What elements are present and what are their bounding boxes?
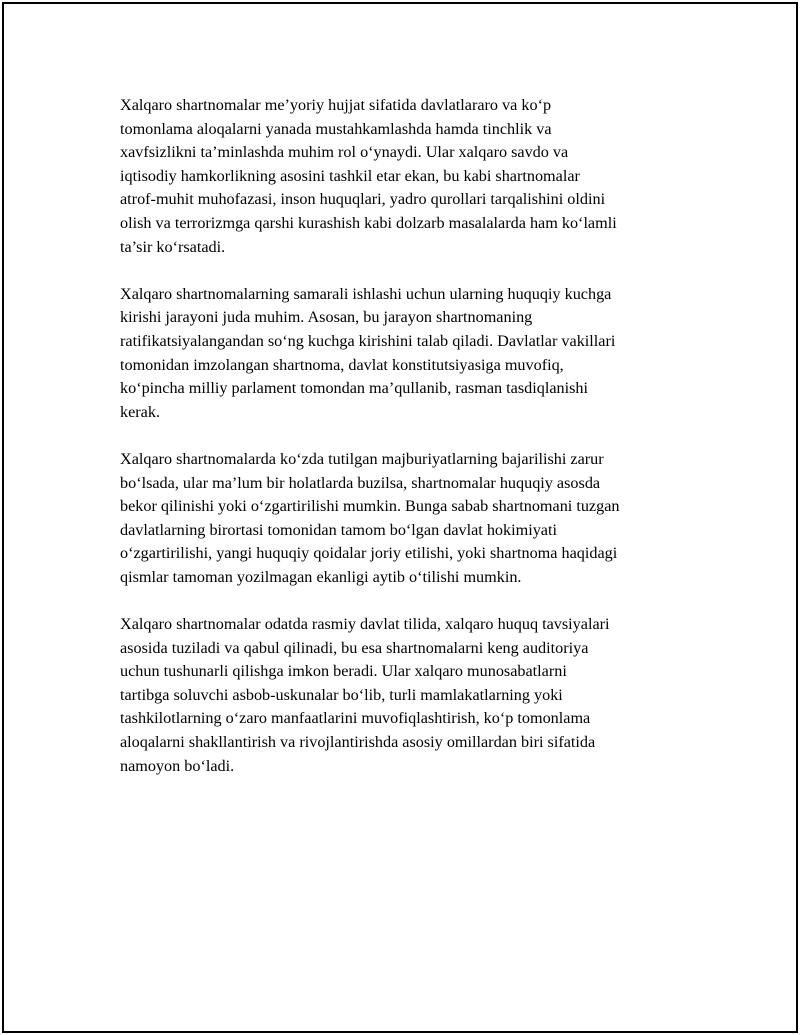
paragraph-2: Xalqaro shartnomalarning samarali ishlashi uchun ularning huquqiy kuchga kirishi jarayoni juda muhim. Asosan, bu jarayon shartnomaning ratifikatsiyalangandan so‘ng kuchga kirishini talab qiladi. Davlatlar vakillari tomonidan imzolangan shartnoma, davlat konstitutsiyasiga muvofiq, ko‘pincha milliy parlament tomondan ma’qullanib, rasman tasdiqlanishi kerak. bbox=[120, 284, 616, 421]
document-body bbox=[120, 94, 695, 802]
paragraph-4: Xalqaro shartnomalar odatda rasmiy davlat tilida, xalqaro huquq tavsiyalari asosida tuziladi va qabul qilinadi, bu esa shartnomalarni keng auditoriya uchun tushunarli qilishga imkon beradi. Ular xalqaro munosabatlarni tartibga soluvchi asbob-uskunalar bo‘lib, turli mamlakatlarning yoki tashkilotlarning o‘zaro manfaatlarini muvofiqlashtirish, ko‘p tomonlama aloqalarni shakllantirish va rivojlantirishda asosiy omillardan biri sifatida namoyon bo‘ladi. bbox=[120, 615, 610, 775]
paragraph-1: Xalqaro shartnomalar me’yoriy hujjat sifatida davlatlararo va ko‘p tomonlama aloqalarni yanada mustahkamlashda hamda tinchlik va xavfsizlikni ta’minlashda muhim rol o‘ynaydi. Ular xalqaro savdo va iqtisodiy hamkorlikning asosini tashkil etar ekan, bu kabi shartnomalar atrof-muhit muhofazasi, inson huquqlari, yadro qurollari tarqalishini oldini olish va terrorizmga qarshi kurashish kabi dolzarb masalalarda ham ko‘lamli ta’sir ko‘rsatadi. bbox=[120, 96, 617, 256]
paragraph-3: Xalqaro shartnomalarda ko‘zda tutilgan majburiyatlarning bajarilishi zarur bo‘lsada, ular ma’lum bir holatlarda buzilsa, shartnomalar huquqiy asosda bekor qilinishi yoki o‘zgartirilishi mumkin. Bunga sabab shartnomani tuzgan davlatlarning birortasi tomonidan tamom bo‘lgan davlat hokimiyati o‘zgartirilishi, yangi huquqiy qoidalar joriy etilishi, yoki shartnoma haqidagi qismlar tamoman yozilmagan ekanligi aytib o‘tilishi mumkin. bbox=[120, 449, 620, 586]
page-border bbox=[2, 2, 798, 1033]
